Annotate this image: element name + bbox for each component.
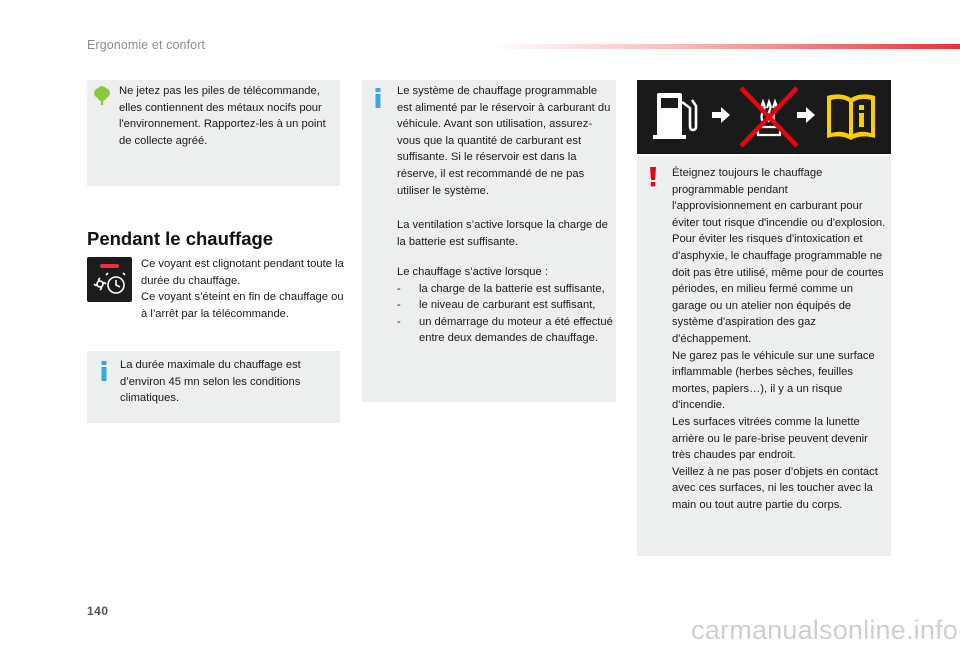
indicator-text-blinking: Ce voyant est clignotant pendant toute la durée du chauffage. xyxy=(141,258,344,287)
manual-book-icon xyxy=(827,94,875,140)
heating-timer-indicator-icon xyxy=(87,257,132,302)
warning-parking-text: Ne garez pas le véhicule sur une surface inflammable (herbes sèches, feuilles mortes, papiers…), il y a un risque d'incendie. xyxy=(672,349,875,412)
info-note-system-box xyxy=(362,80,616,402)
page-number: 140 xyxy=(87,604,109,618)
activation-conditions-list xyxy=(397,281,613,347)
warning-exclamation-icon xyxy=(649,167,657,187)
info-system-paragraph: Le système de chauffage programmable est alimenté par le réservoir à carburant du véhicule. Avant son utilisation, assurez-vous que la quantité de carburant est suffisante. Si le réservoir est dans la réserve, il est recommandé de ne pas utiliser le système. xyxy=(397,85,611,197)
info-note-duration-text: La durée maximale du chauffage est d’environ 45 mn selon les conditions climatiques. xyxy=(120,359,301,405)
warning-note-box xyxy=(637,156,891,556)
warning-glass-text: Les surfaces vitrées comme la lunette arrière ou le pare-brise peuvent devenir très chaudes par endroit. xyxy=(672,415,868,462)
refuel-warning-pictogram xyxy=(637,80,891,154)
fuel-pump-icon xyxy=(653,93,696,139)
arrow-icon xyxy=(797,107,815,123)
indicator-text-off: Ce voyant s’éteint en fin de chauffage ou à l’arrêt par la télécommande. xyxy=(141,291,344,320)
indicator-description xyxy=(141,256,346,322)
warning-intoxication-text: Pour éviter les risques d'intoxication et d'asphyxie, le chauffage programmable ne doit pas être utilisé, même pour de courtes périodes, en milieu fermé comme un garage ou un atelier non équipés de système d'aspiration des gaz d'échappement. xyxy=(672,233,884,345)
eco-note-box xyxy=(87,80,340,186)
page-header-title: Ergonomie et confort xyxy=(87,38,206,52)
info-activation-intro: Le chauffage s’active lorsque : xyxy=(397,266,548,278)
list-item: - la charge de la batterie est suffisante, xyxy=(397,282,605,295)
watermark: carmanualsonline.info xyxy=(691,615,958,645)
eco-note-text: Ne jetez pas les piles de télécommande, elles contiennent des métaux nocifs pour l'environnement. Rapportez-les à un point de collecte agréé. xyxy=(119,85,326,147)
header-accent-bar xyxy=(490,44,960,49)
info-activation-conditions xyxy=(397,264,613,347)
info-icon xyxy=(100,361,108,381)
info-icon xyxy=(374,88,382,108)
tree-eco-icon xyxy=(92,86,112,106)
section-heading: Pendant le chauffage xyxy=(87,228,274,249)
arrow-icon xyxy=(712,107,730,123)
info-ventilation-paragraph: La ventilation s’active lorsque la charge de la batterie est suffisante. xyxy=(397,219,608,248)
warning-contact-text: Veillez à ne pas poser d’objets en contact avec ces surfaces, ni les toucher avec la main ou tout autre partie du corps. xyxy=(672,465,878,511)
list-item: - un démarrage du moteur a été effectué entre deux demandes de chauffage. xyxy=(397,315,613,345)
no-heating-icon xyxy=(741,88,797,146)
info-note-duration-box xyxy=(87,351,340,423)
warning-refuel-text: Éteignez toujours le chauffage programmable pendant l'approvisionnement en carburant pour éviter tout risque d'incendie ou d'explosion. xyxy=(672,167,886,229)
list-item: - le niveau de carburant est suffisant, xyxy=(397,299,596,312)
